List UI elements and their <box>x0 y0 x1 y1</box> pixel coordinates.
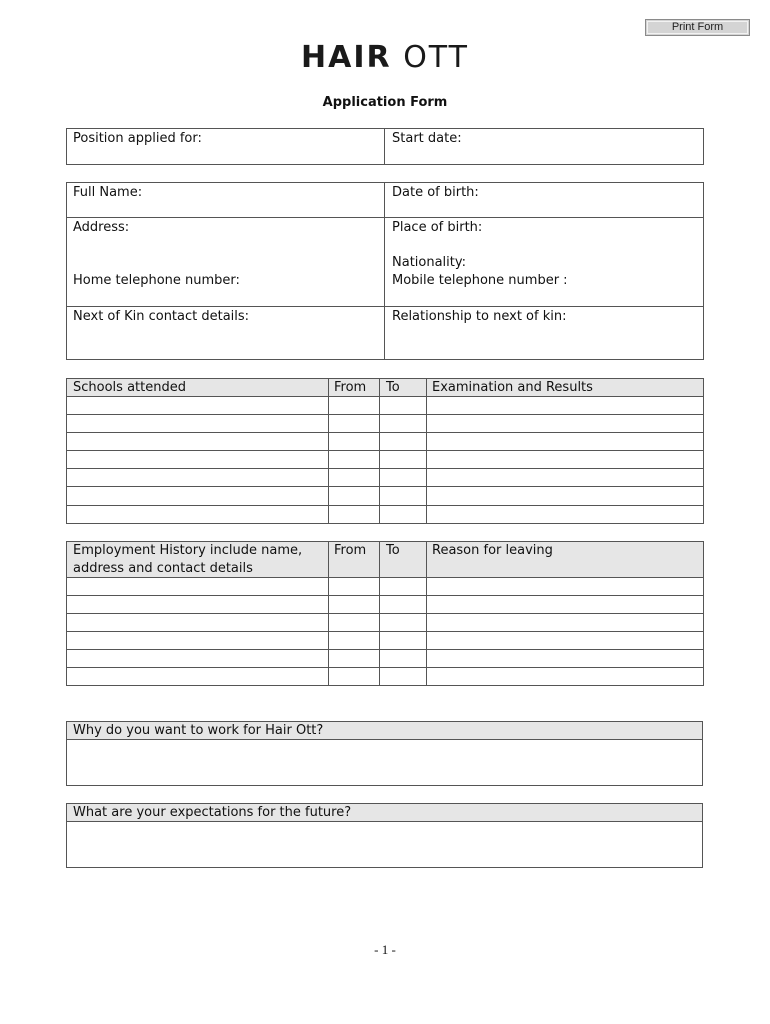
start-date-field[interactable] <box>385 148 703 164</box>
brand-bold: HAIR <box>301 40 392 75</box>
brand-light: OTT <box>403 40 469 75</box>
full-name-field[interactable] <box>67 200 383 216</box>
schools-table-rows[interactable] <box>67 397 703 523</box>
next-of-kin-label: Next of Kin contact details: <box>73 309 250 324</box>
schools-col-header: Schools attended <box>73 380 186 395</box>
why-work-field[interactable] <box>67 740 702 785</box>
nationality-label: Nationality: <box>392 255 467 270</box>
expectations-field[interactable] <box>67 822 702 867</box>
schools-results-header: Examination and Results <box>432 380 593 395</box>
page-title: Application Form <box>322 95 448 110</box>
date-of-birth-field[interactable] <box>385 200 703 216</box>
home-phone-label: Home telephone number: <box>73 273 240 288</box>
date-of-birth-label: Date of birth: <box>392 185 479 200</box>
print-form-button[interactable]: Print Form <box>645 19 750 36</box>
address-label: Address: <box>73 220 130 235</box>
full-name-label: Full Name: <box>73 185 143 200</box>
schools-to-header: To <box>386 380 400 395</box>
schools-from-header: From <box>334 380 367 395</box>
mobile-phone-field[interactable] <box>385 290 703 305</box>
employment-reason-header: Reason for leaving <box>432 543 553 558</box>
address-field[interactable] <box>67 237 383 271</box>
employment-col-header-line1: Employment History include name, <box>73 543 303 558</box>
next-of-kin-field[interactable] <box>67 326 383 359</box>
mobile-phone-label: Mobile telephone number : <box>392 273 568 288</box>
employment-table-rows[interactable] <box>67 578 703 685</box>
start-date-label: Start date: <box>392 131 462 146</box>
relationship-label: Relationship to next of kin: <box>392 309 567 324</box>
why-work-label: Why do you want to work for Hair Ott? <box>73 723 324 738</box>
place-of-birth-field[interactable] <box>385 237 703 253</box>
position-field[interactable] <box>67 148 383 164</box>
brand-logo <box>0 40 770 75</box>
employment-col-header-line2: address and contact details <box>73 561 253 576</box>
employment-to-header: To <box>386 543 400 558</box>
expectations-label: What are your expectations for the future? <box>73 805 352 820</box>
place-of-birth-label: Place of birth: <box>392 220 483 235</box>
page-number: - 1 - <box>374 942 396 957</box>
relationship-field[interactable] <box>385 326 703 359</box>
employment-from-header: From <box>334 543 367 558</box>
home-phone-field[interactable] <box>67 290 383 305</box>
position-label: Position applied for: <box>73 131 202 146</box>
